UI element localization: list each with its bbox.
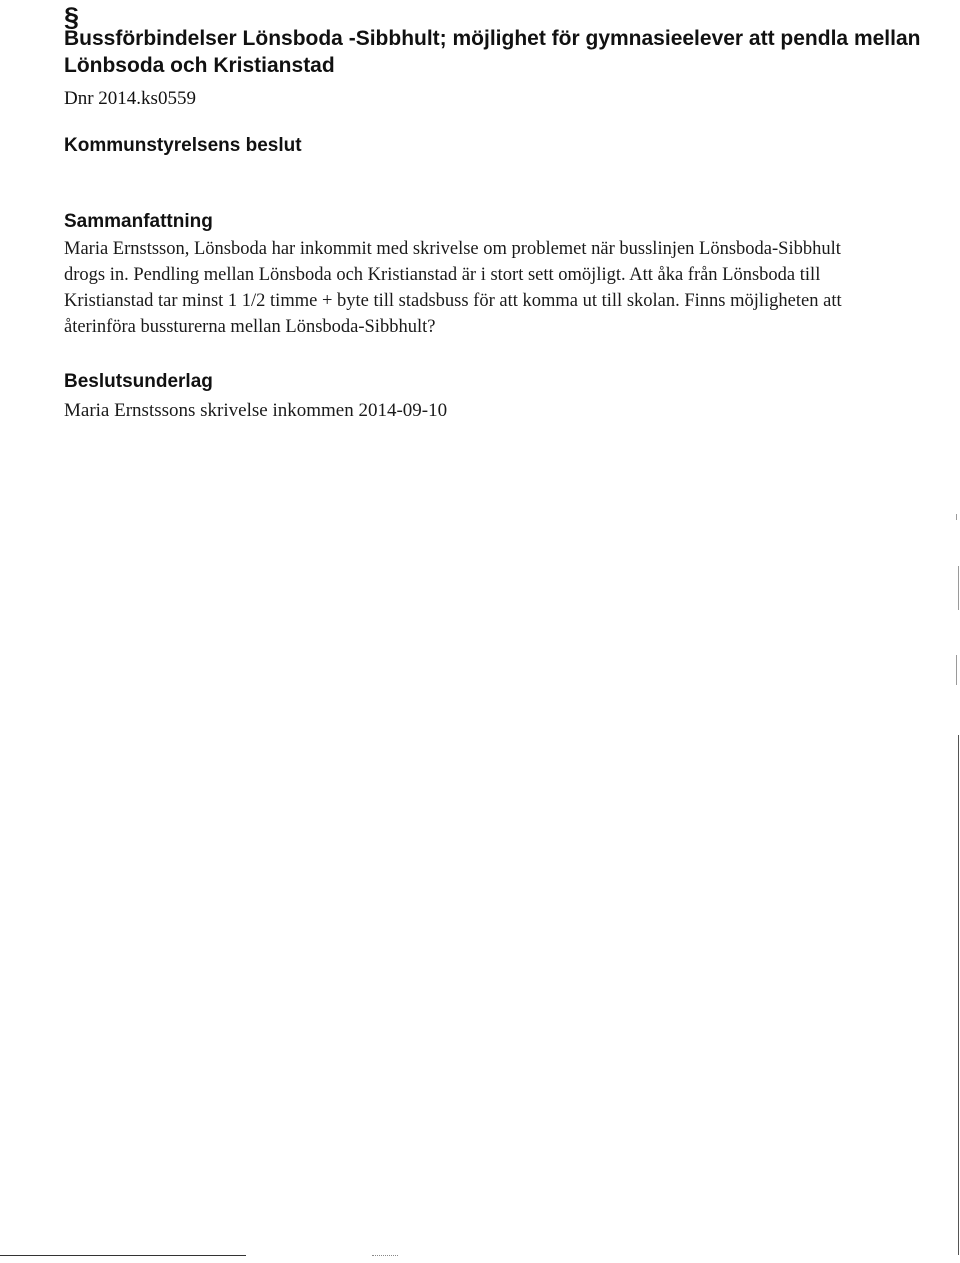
heading-kommunstyrelsens-beslut: Kommunstyrelsens beslut: [64, 135, 302, 156]
scan-edge-mark: [956, 514, 957, 520]
decision-basis-text: Maria Ernstssons skrivelse inkommen 2014-09-10: [64, 400, 448, 421]
scan-edge-mark: [956, 655, 957, 685]
document-title: Bussförbindelser Lönsboda -Sibbhult; möjlighet för gymnasieelever att pendla mellan Lönbsoda och Kristianstad: [64, 27, 921, 77]
case-number: Dnr 2014.ks0559: [64, 88, 196, 109]
section-symbol: §: [64, 2, 80, 32]
scan-edge-line: [958, 735, 959, 1255]
heading-sammanfattning: Sammanfattning: [64, 211, 213, 232]
scan-edge-mark: [958, 566, 959, 610]
summary-paragraph: Maria Ernstsson, Lönsboda har inkommit med skrivelse om problemet när busslinjen Lönsboda-Sibbhult drogs in. Pendling mellan Lönsboda och Kristianstad är i stort sett omöjligt. Att åka från Lönsboda till Kristianstad tar minst 1 1/2 timme + byte till stadsbuss för att komma ut till skolan. Finns möjligheten att återinföra bussturerna mellan Lönsboda-Sibbhult?: [64, 239, 842, 337]
footer-dotted-mark: [372, 1255, 398, 1257]
footer-rule: [0, 1255, 246, 1256]
heading-beslutsunderlag: Beslutsunderlag: [64, 371, 213, 392]
